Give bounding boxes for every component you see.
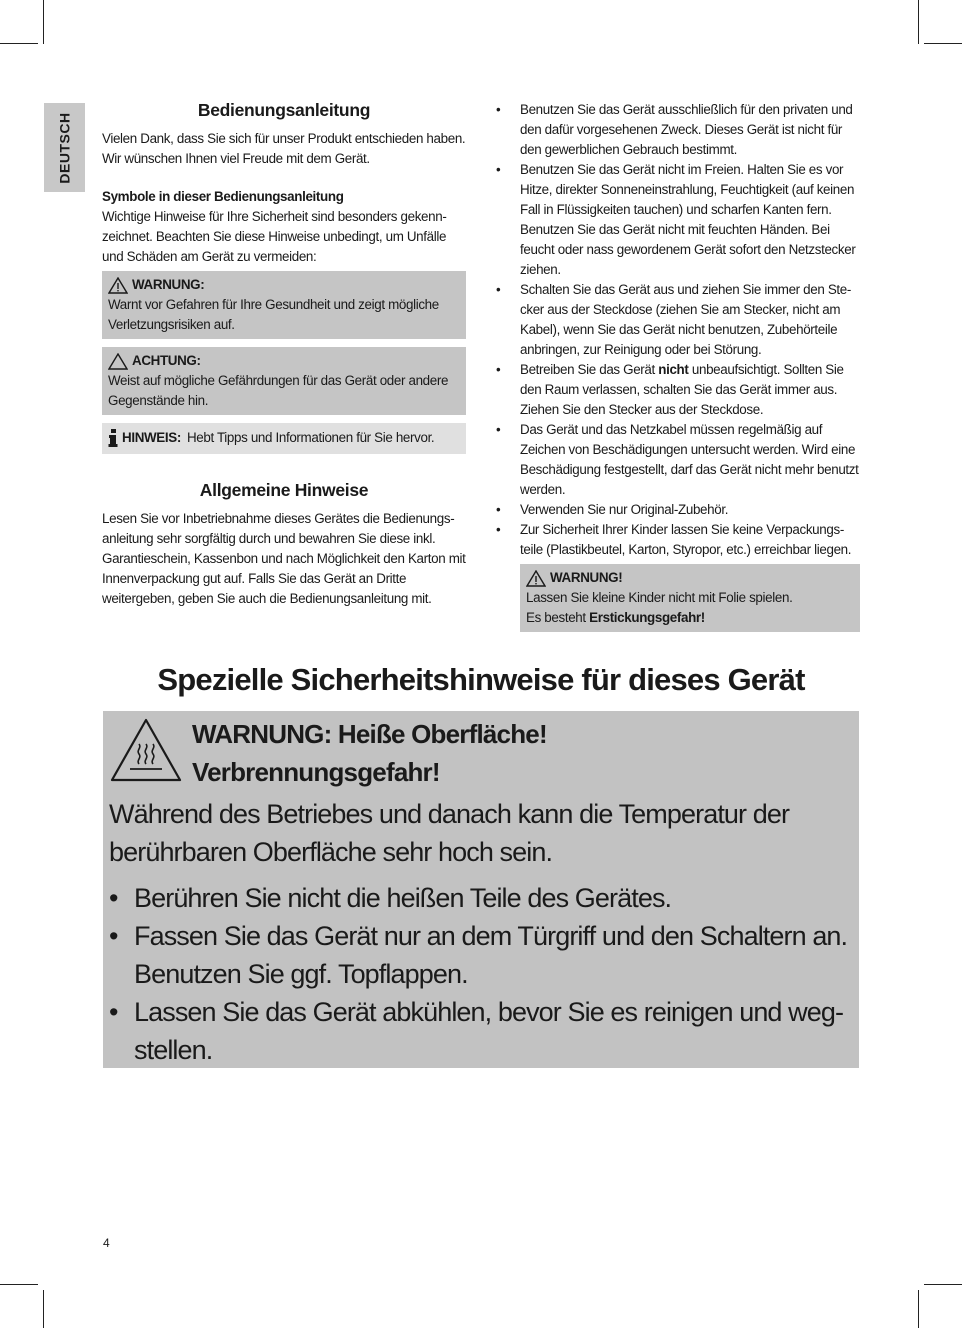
intro-text: Vielen Dank, dass Sie sich für unser Produkt entschieden haben. Wir wünschen Ihnen viel Freude mit dem Gerät. — [102, 131, 466, 166]
crop-mark — [43, 1290, 44, 1328]
special-title: Spezielle Sicherheitshinweise für dieses Gerät — [157, 662, 805, 697]
hot-surface-list — [109, 879, 849, 1069]
crop-mark — [43, 0, 44, 44]
right-column — [494, 100, 860, 632]
manual-title: Bedienungsanleitung — [197, 100, 371, 120]
warnung-label: WARNUNG: — [132, 277, 205, 292]
hinweis-text: Hebt Tipps und Informationen für Sie hervor. — [186, 430, 435, 445]
warning-triangle-icon — [108, 277, 128, 294]
achtung-text: Weist auf mögliche Gefährdungen für das Gerät oder andere Gegenstände hin. — [108, 373, 449, 408]
crop-mark — [0, 1284, 38, 1285]
list-item: • Schalten Sie das Gerät aus und ziehen Sie immer den Stecker aus der Steckdose (ziehen Sie am Stecker, nicht am Kabel), wenn Sie das Gerät nicht benutzen, Zubehörteile anbringen, zur Reinigung oder bei Störung. — [494, 280, 860, 360]
crop-mark — [918, 1290, 919, 1328]
list-item: • Berühren Sie nicht die heißen Teile des Gerätes. — [109, 879, 849, 917]
list-item: • Verwenden Sie nur Original-Zubehör. — [494, 500, 860, 520]
list-item: • Benutzen Sie das Gerät nicht im Freien. Halten Sie es vor Hitze, direkter Sonneneinstrahlung, Feuchtigkeit (auf keinen Fall in Flüssigkeiten tauchen) und scharfen Kanten fern. Benutzen Sie das Gerät nicht mit feuchten Händen. Bei feucht oder nass gewordenem Gerät sofort den Netzstecker ziehen. — [494, 160, 860, 280]
hinweis-label: HINWEIS: — [122, 430, 181, 445]
child-warning-line1: Lassen Sie kleine Kinder nicht mit Folie spielen. — [526, 590, 793, 605]
crop-mark — [918, 0, 919, 44]
child-warning-line2: Es besteht Erstickungsgefahr! — [526, 610, 705, 625]
hinweis-box — [102, 423, 466, 454]
symbols-text: Wichtige Hinweise für Ihre Sicherheit sind besonders gekennzeichnet. Beachten Sie diese Hinweise unbedingt, um Unfälle und Schäden am Gerät zu vermeiden: — [102, 209, 447, 264]
list-item: • Das Gerät und das Netzkabel müssen regelmäßig auf Zeichen von Beschädigungen untersucht werden. Wird eine Beschädigung festgestellt, darf das Gerät nicht mehr benutzt werden. — [494, 420, 860, 500]
language-tab — [44, 103, 85, 192]
general-title: Allgemeine Hinweise — [199, 480, 369, 500]
crop-mark — [924, 1284, 962, 1285]
page-number: 4 — [103, 1236, 110, 1250]
list-item: • Zur Sicherheit Ihrer Kinder lassen Sie keine Verpackungsteile (Plastikbeutel, Karton, Styropor, etc.) erreichbar liegen. — [494, 520, 860, 560]
list-item: • Benutzen Sie das Gerät ausschließlich für den privaten und den dafür vorgesehenen Zweck. Dieses Gerät ist nicht für den gewerblichen Gebrauch bestimmt. — [494, 100, 860, 160]
symbols-heading: Symbole in dieser Bedienungsanleitung — [102, 189, 344, 204]
language-tab-label: DEUTSCH — [56, 111, 73, 184]
info-icon — [108, 429, 118, 447]
left-column — [102, 100, 466, 609]
warning-triangle-icon — [108, 353, 128, 370]
list-item: • Lassen Sie das Gerät abkühlen, bevor Sie es reinigen und wegstellen. — [109, 993, 849, 1069]
hot-surface-icon — [108, 716, 184, 784]
crop-mark — [0, 43, 38, 44]
child-warning-box — [520, 564, 860, 632]
hot-surface-paragraph: Während des Betriebes und danach kann die Temperatur der berührbaren Oberfläche sehr hoch sein. — [109, 799, 790, 867]
warnung-box — [102, 271, 466, 339]
child-warning-label: WARNUNG! — [550, 570, 623, 585]
achtung-label: ACHTUNG: — [132, 353, 201, 368]
achtung-box — [102, 347, 466, 415]
safety-list — [494, 100, 860, 560]
hot-surface-box — [103, 711, 859, 1068]
warnung-text: Warnt vor Gefahren für Ihre Gesundheit und zeigt mögliche Verletzungsrisiken auf. — [108, 297, 439, 332]
general-text: Lesen Sie vor Inbetriebnahme dieses Gerätes die Bedienungsanleitung sehr sorgfältig durch und bewahren Sie diese inkl. Garantieschein, Kassenbon und nach Möglichkeit den Karton mit Innenverpackung gut auf. Falls Sie das Gerät an Dritte weitergeben, geben Sie auch die Bedienungsanleitung mit. — [102, 511, 466, 606]
warning-triangle-icon — [526, 570, 546, 587]
list-item: • Fassen Sie das Gerät nur an dem Türgriff und den Schaltern an. Benutzen Sie ggf. Topflappen. — [109, 917, 849, 993]
list-item: • Betreiben Sie das Gerät nicht unbeaufsichtigt. Sollten Sie den Raum verlassen, schalten Sie das Gerät immer aus. Ziehen Sie den Stecker aus der Steckdose. — [494, 360, 860, 420]
hot-surface-heading: WARNUNG: Heiße Oberfläche! Verbrennungsgefahr! — [192, 719, 547, 787]
crop-mark — [924, 43, 962, 44]
